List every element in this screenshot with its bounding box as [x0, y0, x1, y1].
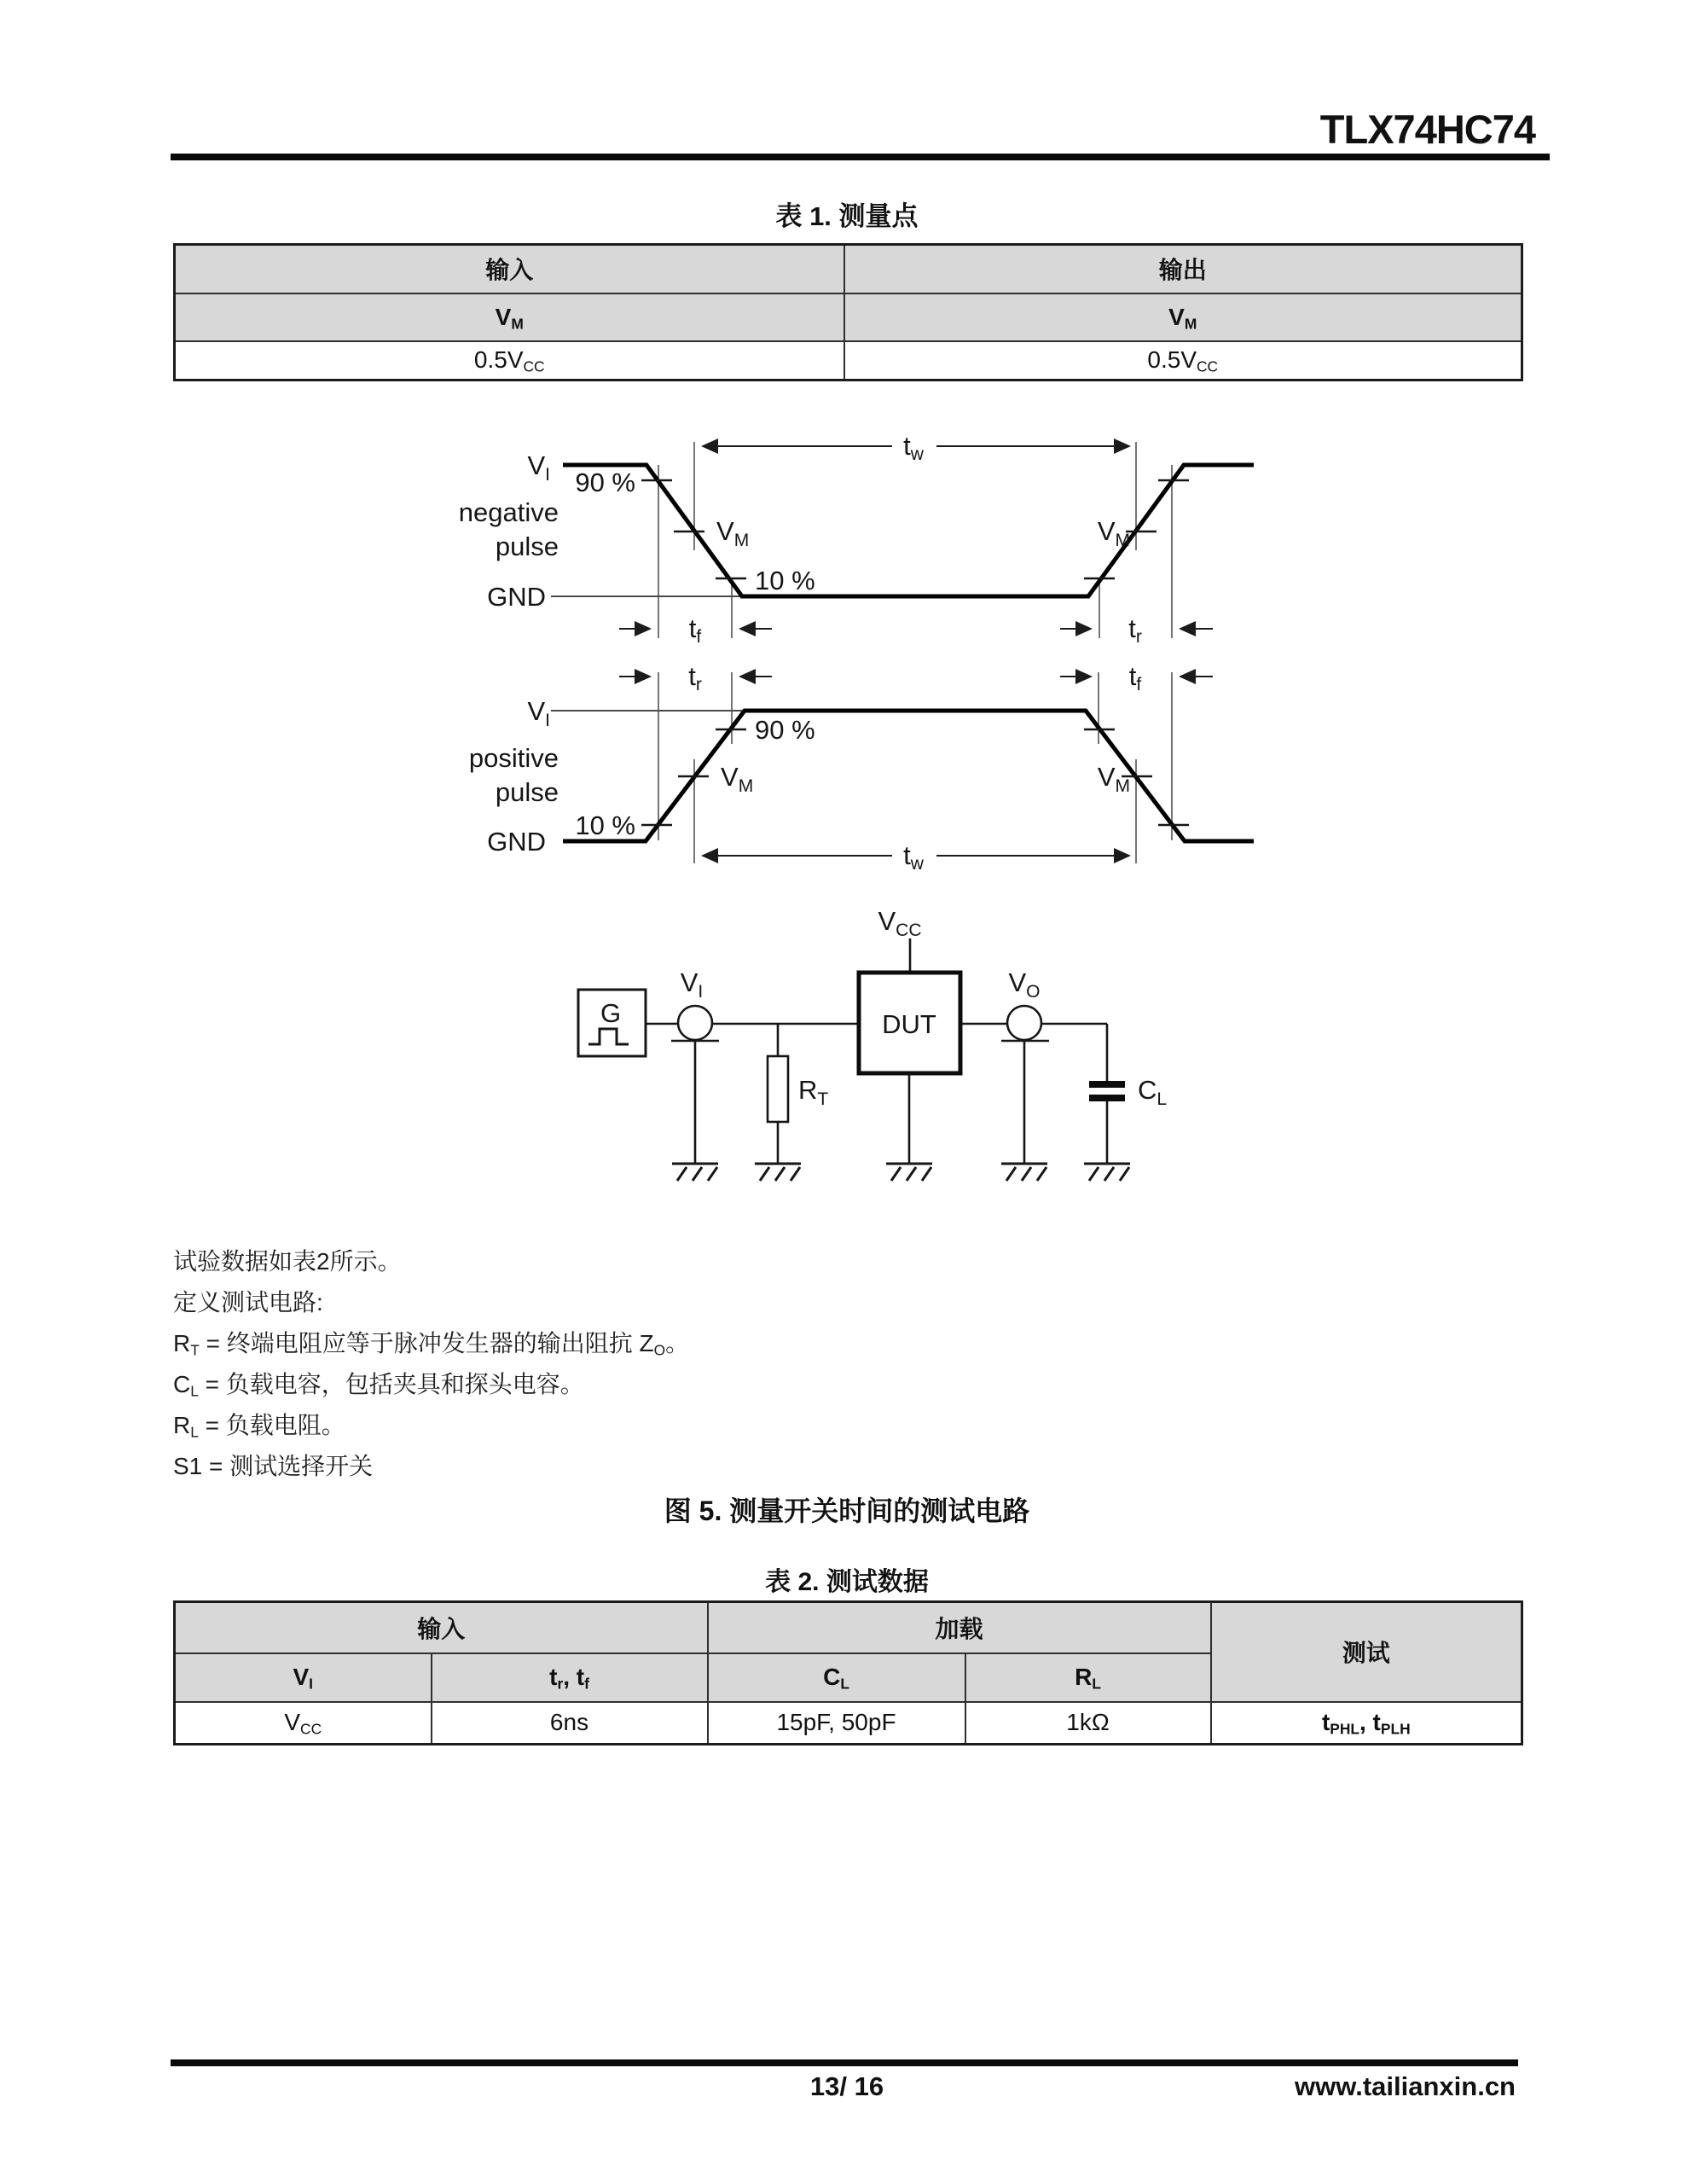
- rt-resistor: [768, 1056, 788, 1122]
- vm-label-right: $V_M$: [1097, 762, 1130, 796]
- pulse-label: pulse: [495, 777, 559, 807]
- footer-rule: [171, 2059, 1518, 2066]
- cl-label: $C_L$: [1138, 1075, 1168, 1109]
- vo-probe: [1007, 1006, 1041, 1040]
- p10-label: 10 %: [755, 566, 815, 595]
- table1-header-output: 输出: [844, 245, 1522, 293]
- generator-label: G: [600, 998, 622, 1028]
- table2-group-input: 输入: [175, 1602, 708, 1653]
- ground-icon: [886, 1164, 932, 1181]
- tf-label: tf: [1128, 661, 1142, 694]
- pulse-label: pulse: [495, 531, 559, 561]
- page-number: 13/ 16: [809, 2071, 884, 2101]
- circuit-definition-notes: [173, 1241, 689, 1487]
- ground-icon: [1084, 1164, 1130, 1181]
- vm-label-left: $V_M$: [716, 516, 750, 550]
- tr-label: tr: [688, 661, 702, 694]
- vm-label-left: $V_M$: [721, 762, 754, 796]
- positive-pulse-waveform: [469, 661, 1254, 874]
- tr-dimension: [1060, 613, 1213, 647]
- note-line: $R_T$ = 终端电阻应等于脉冲发生器的输出阻抗 $Z_O$。: [173, 1330, 690, 1359]
- vm-label-right: $V_M$: [1097, 516, 1130, 550]
- rt-label: $R_T$: [798, 1075, 829, 1109]
- vo-probe-label: $V_O$: [1008, 967, 1041, 1002]
- positive-label: positive: [468, 743, 559, 773]
- tf-dimension: [1060, 661, 1213, 694]
- tr-dimension: [619, 661, 772, 694]
- p90-label: 90 %: [755, 715, 815, 745]
- note-line: S1 = 测试选择开关: [173, 1453, 374, 1479]
- doc-title: TLX74HC74: [1319, 107, 1535, 152]
- table2-group-load: 加载: [708, 1602, 1211, 1653]
- table1-value-output: $0.5V_{CC}$: [844, 341, 1522, 380]
- tf-label: tf: [688, 613, 702, 647]
- table2-cell-cl: 15pF, 50pF: [708, 1702, 965, 1745]
- ground-icon: [755, 1164, 801, 1181]
- table1-header-input: 输入: [175, 245, 844, 293]
- tw-dimension: [703, 840, 1129, 874]
- figure5-caption: 图 5. 测量开关时间的测试电路: [664, 1496, 1030, 1526]
- table2-header-cl: $C_L$: [708, 1653, 965, 1702]
- note-line: 试验数据如表2所示。: [173, 1248, 402, 1275]
- table2-cell-trtf: 6ns: [432, 1702, 708, 1745]
- vcc-label: $V_{CC}$: [878, 906, 922, 940]
- vi-label: $V_I$: [527, 696, 550, 730]
- vi-probe: [678, 1006, 712, 1040]
- note-line: 定义测试电路:: [173, 1289, 323, 1316]
- table2-header-trtf: $t_r$, $t_f$: [432, 1653, 708, 1702]
- ground-icon: [1001, 1164, 1047, 1181]
- ground-icon: [672, 1164, 718, 1181]
- tw-label: tw: [903, 431, 924, 464]
- ground-symbols: [672, 1164, 1130, 1181]
- figure5-diagram: [375, 418, 1313, 1194]
- gnd-label: GND: [487, 827, 546, 857]
- p90-label: 90 %: [575, 468, 635, 497]
- table2-cell-rl: 1kΩ: [965, 1702, 1211, 1745]
- table2-caption: 表 2. 测试数据: [765, 1568, 929, 1596]
- negative-pulse-waveform: [459, 431, 1254, 647]
- table2-cell-test: $t_{PHL}$, $t_{PLH}$: [1211, 1702, 1522, 1745]
- note-line: $C_L$ = 负载电容，包括夹具和探头电容。: [173, 1371, 584, 1400]
- tr-label: tr: [1128, 613, 1142, 647]
- table2-cell-vcc: $V_{CC}$: [175, 1702, 432, 1745]
- vi-label: $V_I$: [527, 450, 550, 485]
- negative-label: negative: [458, 497, 559, 527]
- table1-measurement-points: [173, 243, 1523, 381]
- tw-dimension: [703, 431, 1129, 464]
- table1-value-input: $0.5V_{CC}$: [175, 341, 844, 380]
- p10-label: 10 %: [575, 810, 635, 840]
- note-line: $R_L$ = 负载电阻。: [173, 1412, 345, 1441]
- cl-capacitor: [1089, 1084, 1125, 1098]
- header-rule: [171, 154, 1550, 160]
- vi-probe-label: $V_I$: [680, 967, 704, 1002]
- table1-vm-input: $V_M$: [175, 293, 844, 341]
- website-text: www.tailianxin.cn: [1295, 2071, 1516, 2101]
- table2-header-rl: $R_L$: [965, 1653, 1211, 1702]
- table2-header-vi: $V_I$: [175, 1653, 432, 1702]
- table2-group-test: 测试: [1211, 1602, 1522, 1702]
- test-circuit: [578, 906, 1167, 1181]
- table1-vm-output: $V_M$: [844, 293, 1522, 341]
- gnd-label: GND: [487, 582, 546, 612]
- table2-test-data: [173, 1600, 1523, 1745]
- tf-dimension: [619, 613, 772, 647]
- dut-label: DUT: [882, 1009, 936, 1039]
- table1-caption: 表 1. 测量点: [775, 201, 919, 231]
- tw-label: tw: [903, 840, 924, 874]
